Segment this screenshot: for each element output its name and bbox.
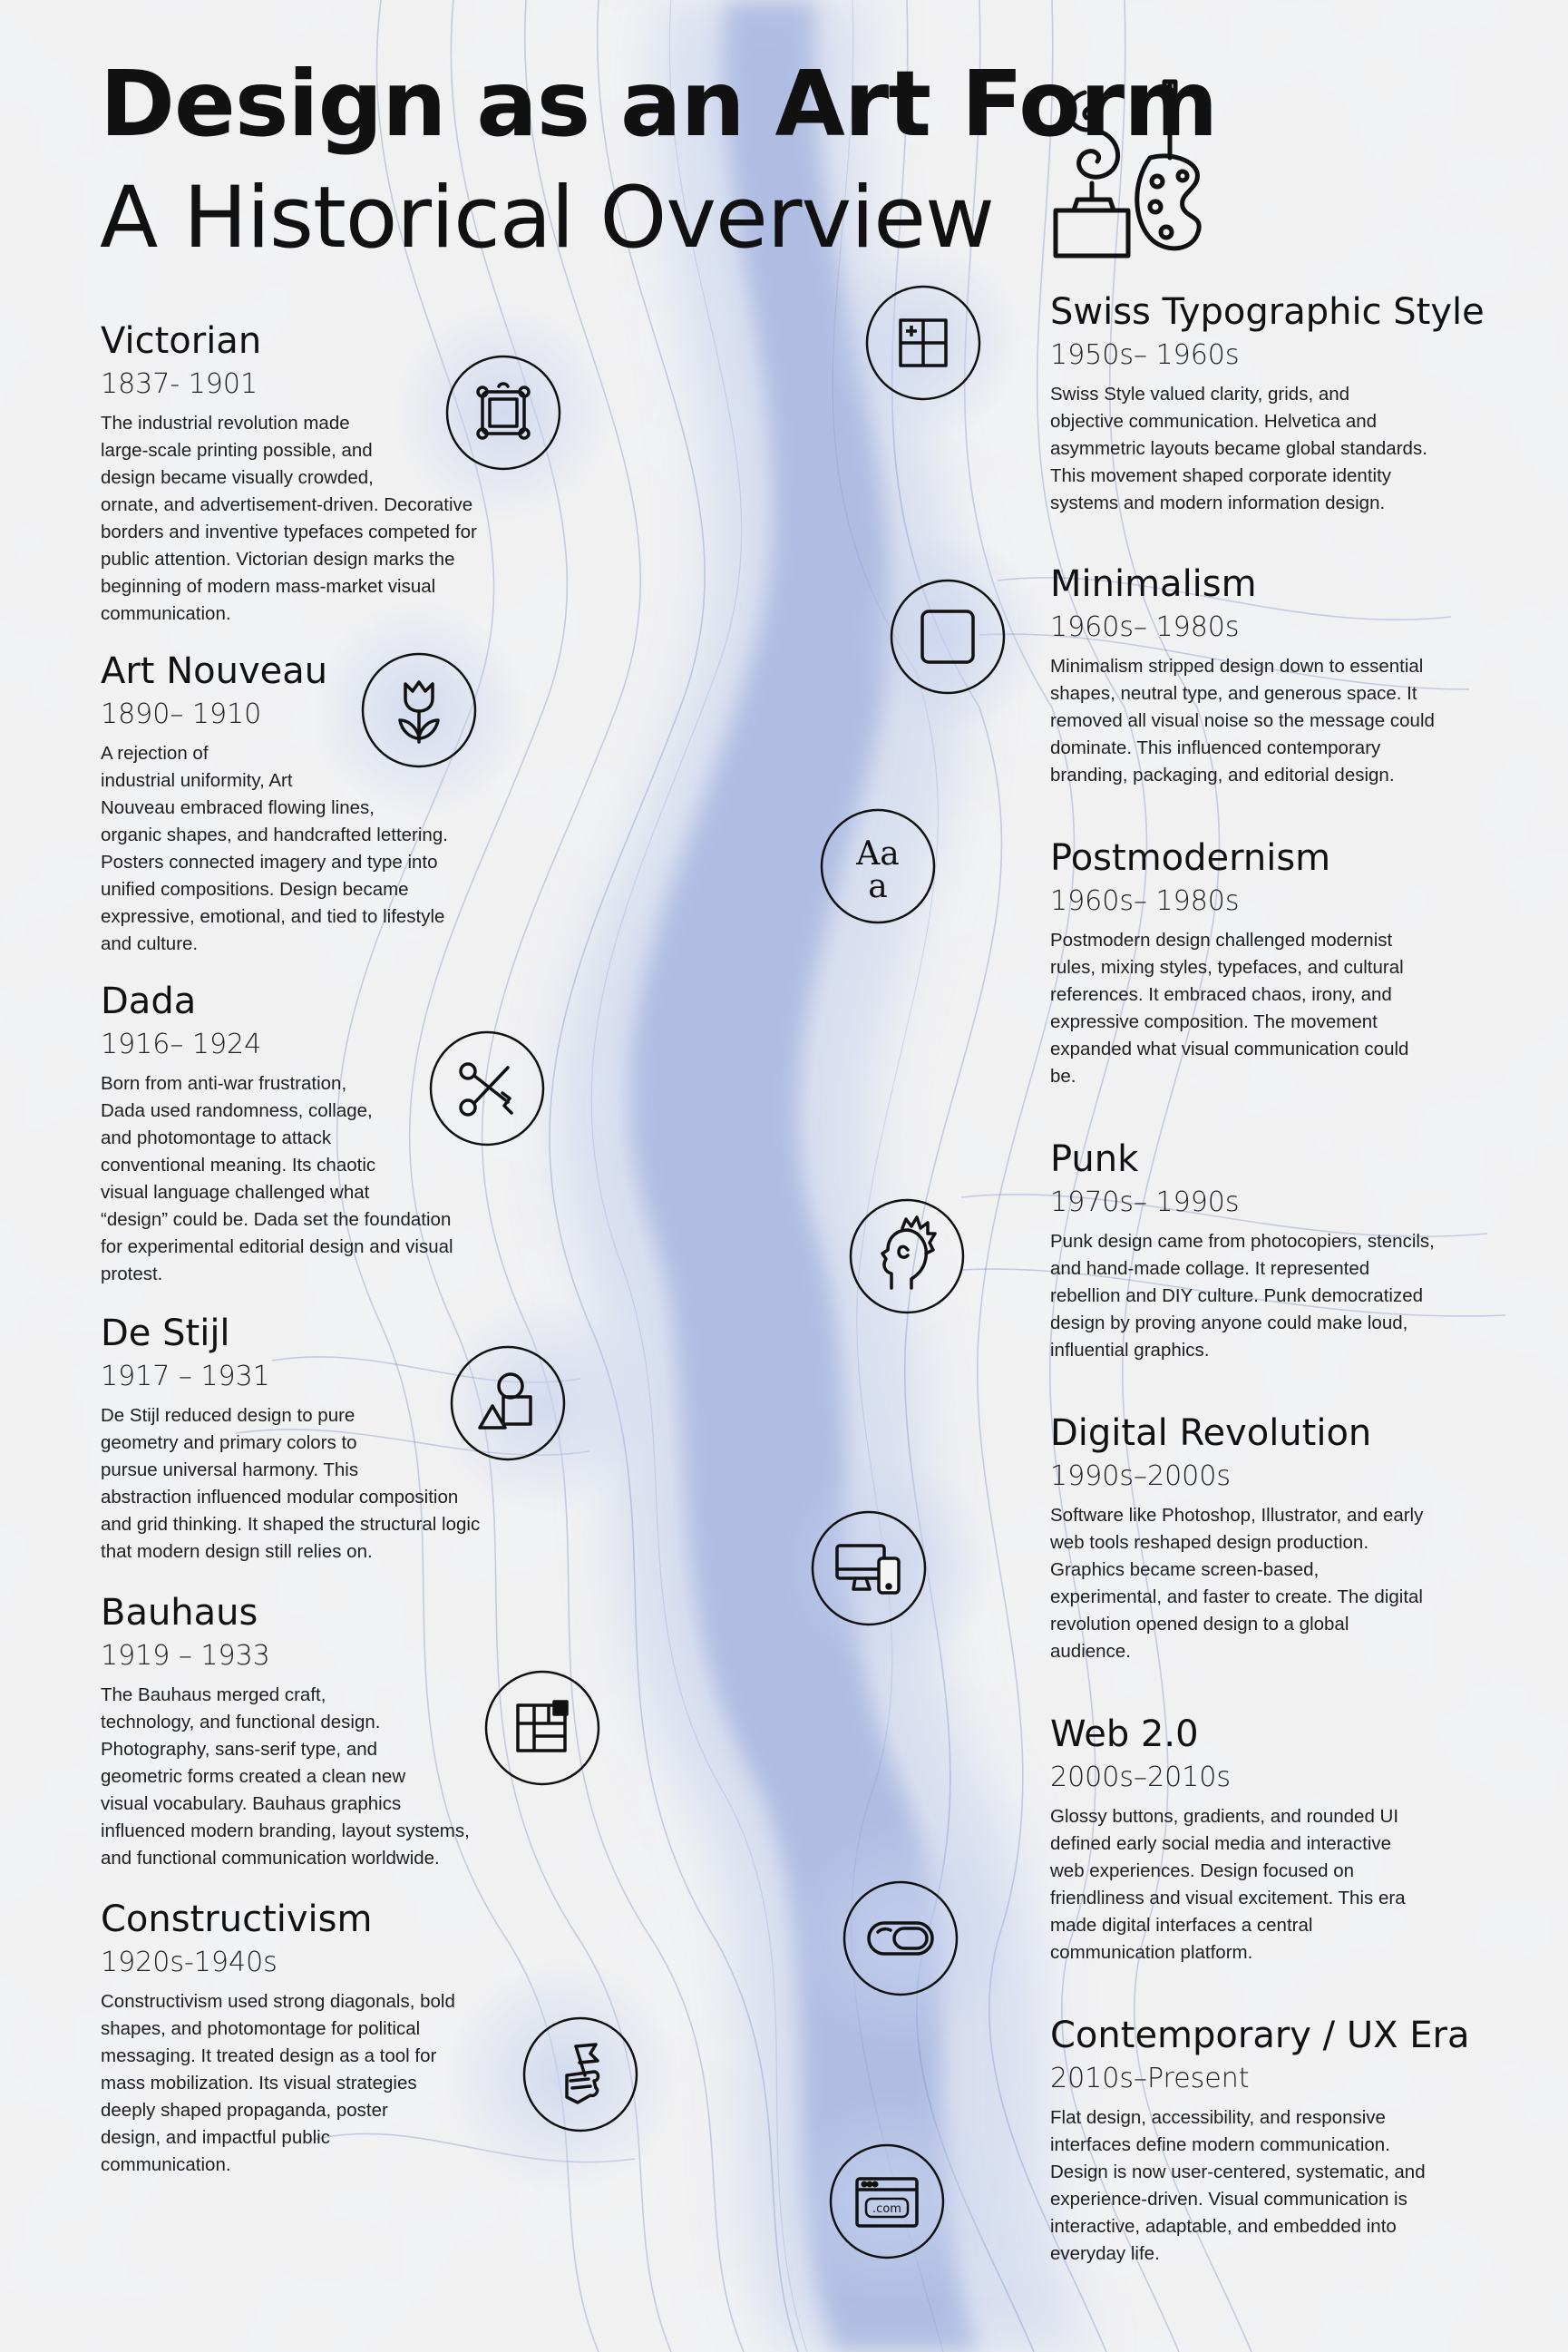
entry-description: A rejection of industrial uniformity, Art Nouveau embraced flowing lines, organic shapes, and handcrafted lettering. Posters connected imagery and type into unified compositions. Design became expressive, emotional, and tied to lifestyle and culture. [101,743,448,954]
mohawk-head-icon [848,1197,966,1315]
entry-title: Web 2.0 [1050,1713,1199,1755]
entry-title: Bauhaus [101,1592,258,1634]
entry-years: 2000s–2010s [1050,1762,1231,1793]
entry-title: Punk [1050,1138,1139,1180]
entry-title: Victorian [101,320,262,362]
entry-years: 1890– 1910 [101,698,262,730]
entry-title: Constructivism [101,1898,373,1940]
entry-minimalism [1050,562,1540,789]
svg-text:a: a [868,868,888,905]
scissors-icon [428,1030,546,1147]
entry-years: 1837- 1901 [101,368,258,400]
entry-years: 1960s– 1980s [1050,885,1240,917]
entry-years: 1916– 1924 [101,1029,262,1060]
entry-description: Postmodern design challenged modernist rules, mixing styles, typefaces, and cultural references. It embraced chaos, irony, and expressive composition. The movement expanded what visual communication could be. [1050,930,1409,1087]
tulip-icon [360,651,478,769]
entry-punk [1050,1137,1540,1364]
entry-description: Flat design, accessibility, and responsive interfaces define modern communication. Design is now user-centered, systematic, and experience-driven. Visual communication is interactive, adaptable, and embedded into everyday life. [1050,2107,1426,2264]
fist-flag-icon [521,2015,639,2133]
square-icon [889,578,1007,696]
entry-bauhaus [101,1591,518,1872]
devices-icon [810,1509,928,1627]
entry-constructivism [101,1898,518,2179]
grid-blocks-icon [483,1669,601,1787]
grid-crosshair-icon [864,284,982,402]
entry-title: Digital Revolution [1050,1412,1372,1454]
entry-years: 2010s–Present [1050,2063,1250,2094]
entry-description: De Stijl reduced design to pure geometry and primary colors to pursue universal harmony. This abstraction influenced modular composition and grid thinking. It shaped the structural logic that modern design still relies on. [101,1405,481,1562]
entry-description: Software like Photoshop, Illustrator, and early web tools reshaped design production. Graphics became screen-based, experimental, and faster to create. The digital revolution opened design to a global audience. [1050,1505,1424,1662]
entry-title: Minimalism [1050,563,1257,605]
entry-years: 1920s-1940s [101,1947,278,1978]
entry-title: Contemporary / UX Era [1050,2015,1470,2056]
page-title: Design as an Art Form [100,51,1218,157]
typeface-aa-icon [819,807,937,925]
glossy-toggle-icon [842,1879,959,1997]
entry-years: 1960s– 1980s [1050,611,1240,643]
svg-text:Aa: Aa [856,835,900,873]
page-subtitle: A Historical Overview [100,169,994,268]
svg-text:.com: .com [872,2202,901,2216]
entry-postmodernism [1050,836,1540,1090]
entry-title: De Stijl [101,1313,230,1354]
ornate-frame-icon [444,354,562,472]
entry-digital-revolution [1050,1411,1540,1665]
entry-years: 1950s– 1960s [1050,339,1240,371]
entry-description: Born from anti-war frustration, Dada used randomness, collage, and photomontage to attack conventional meaning. Its chaotic visual language challenged what “design” could be. Dada set the foundation for experimental editorial design and visual protest. [101,1073,453,1284]
geometric-shapes-icon [449,1344,567,1462]
entry-years: 1917 – 1931 [101,1361,270,1392]
entry-title: Postmodernism [1050,837,1331,879]
entry-swiss-typographic-style [1050,290,1540,517]
entry-description: Swiss Style valued clarity, grids, and objective communication. Helvetica and asymmetric layouts became global standards. This movement shaped corporate identity systems and modern information design. [1050,384,1427,513]
entry-title: Swiss Typographic Style [1050,291,1485,333]
entry-title: Art Nouveau [101,650,328,692]
entry-web-2-0 [1050,1713,1540,1967]
entry-years: 1919 – 1933 [101,1640,270,1672]
entry-description: Glossy buttons, gradients, and rounded UI defined early social media and interactive web experiences. Design focused on friendliness and visual excitement. This era made digital interfaces a central communication platform. [1050,1806,1406,1963]
entry-description: Punk design came from photocopiers, stencils, and hand-made collage. It represented rebellion and DIY culture. Punk democratized design by proving anyone could make loud, influential graphics. [1050,1231,1435,1361]
entry-description: The Bauhaus merged craft, technology, and functional design. Photography, sans-serif type, and geometric forms created a clean new visual vocabulary. Bauhaus graphics influenced modern branding, layout systems, and functional communication worldwide. [101,1684,470,1869]
entry-description: The industrial revolution made large-scale printing possible, and design became visually crowded, ornate, and advertisement-driven. Decorative borders and inventive typefaces competed for public attention. Victorian design marks the beginning of modern mass-market visual communication. [101,413,477,624]
entry-description: Constructivism used strong diagonals, bold shapes, and photomontage for political messaging. It treated design as a tool for mass mobilization. Its visual strategies deeply shaped propaganda, poster design, and impactful public communication. [101,1991,455,2175]
entry-description: Minimalism stripped design down to essential shapes, neutral type, and generous space. It removed all visual noise so the message could dominate. This influenced contemporary branding, packaging, and editorial design. [1050,656,1435,786]
trophy-palette-icon [1050,74,1204,265]
entry-years: 1970s– 1990s [1050,1186,1240,1218]
browser-dotcom-icon [828,2142,946,2260]
entry-title: Dada [101,981,197,1022]
entry-contemporary-ux-era [1050,2014,1558,2268]
entry-years: 1990s–2000s [1050,1460,1231,1492]
